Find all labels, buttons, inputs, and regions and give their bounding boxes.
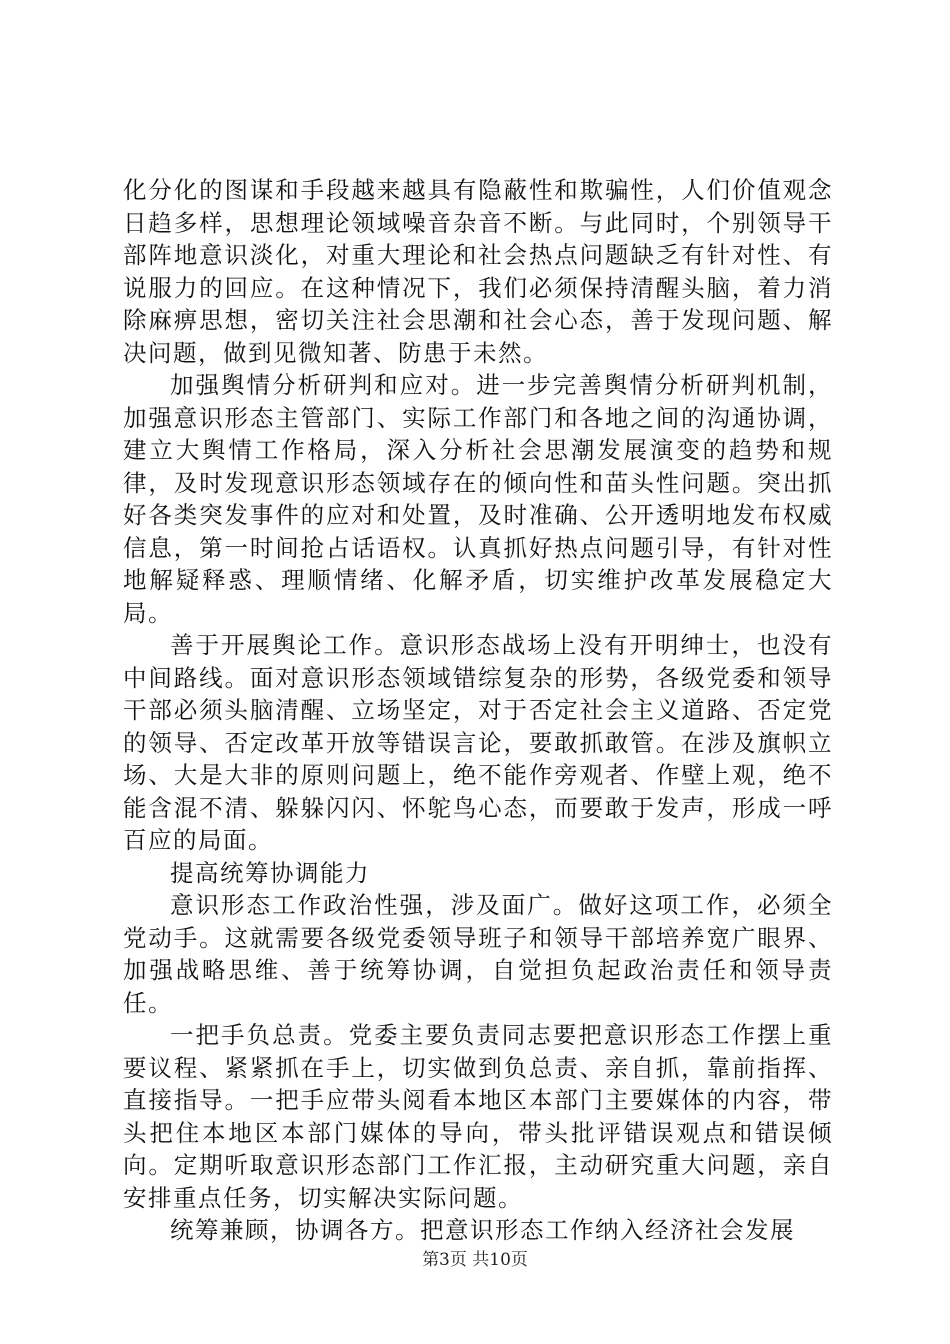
section-heading: 提高统筹协调能力: [170, 858, 370, 887]
paragraph-continuation: 化分化的图谋和手段越来越具有隐蔽性和欺骗性，人们价值观念日趋多样，思想理论领域噪音杂音不断。与此同时，个别领导干部阵地意识淡化，对重大理论和社会热点问题缺乏有针对性、有说服力的回应。在这种情况下，我们必须保持清醒头脑，着力消除麻痹思想，密切关注社会思潮和社会心态，善于发现问题、解决问题，做到见微知著、防患于未然。: [123, 176, 833, 367]
page-number-label: 第3页 共10页: [422, 1250, 528, 1270]
paragraph-section-intro: 意识形态工作政治性强，涉及面广。做好这项工作，必须全党动手。这就需要各级党委领导班子和领导干部培养宽广眼界、加强战略思维、善于统筹协调，自觉担负起政治责任和领导责任。: [123, 891, 833, 1017]
paragraph-leader-responsibility: 一把手负总责。党委主要负责同志要把意识形态工作摆上重要议程、紧紧抓在手上，切实做到负总责、亲自抓，靠前指挥、直接指导。一把手应带头阅看本地区本部门主要媒体的内容，带头把住本地区本部门媒体的导向，带头批评错误观点和错误倾向。定期听取意识形态部门工作汇报，主动研究重大问题，亲自安排重点任务，切实解决实际问题。: [123, 1021, 833, 1212]
paragraph-overall-coordination: 统筹兼顾，协调各方。把意识形态工作纳入经济社会发展: [170, 1216, 795, 1244]
paragraph-public-opinion-work: 善于开展舆论工作。意识形态战场上没有开明绅士，也没有中间路线。面对意识形态领域错综复杂的形势，各级党委和领导干部必须头脑清醒、立场坚定，对于否定社会主义道路、否定党的领导、否定改革开放等错误言论，要敢抓敢管。在涉及旗帜立场、大是大非的原则问题上，绝不能作旁观者、作壁上观，绝不能含混不清、躲躲闪闪、怀鸵鸟心态，而要敢于发声，形成一呼百应的局面。: [123, 631, 833, 854]
page-footer: [0, 1245, 950, 1270]
document-body: [123, 174, 833, 1247]
paragraph-public-opinion-analysis: 加强舆情分析研判和应对。进一步完善舆情分析研判机制，加强意识形态主管部门、实际工作部门和各地之间的沟通协调，建立大舆情工作格局，深入分析社会思潮发展演变的趋势和规律，及时发现意识形态领域存在的倾向性和苗头性问题。突出抓好各类突发事件的应对和处置，及时准确、公开透明地发布权威信息，第一时间抢占话语权。认真抓好热点问题引导，有针对性地解疑释惑、理顺情绪、化解矛盾，切实维护改革发展稳定大局。: [123, 371, 833, 627]
